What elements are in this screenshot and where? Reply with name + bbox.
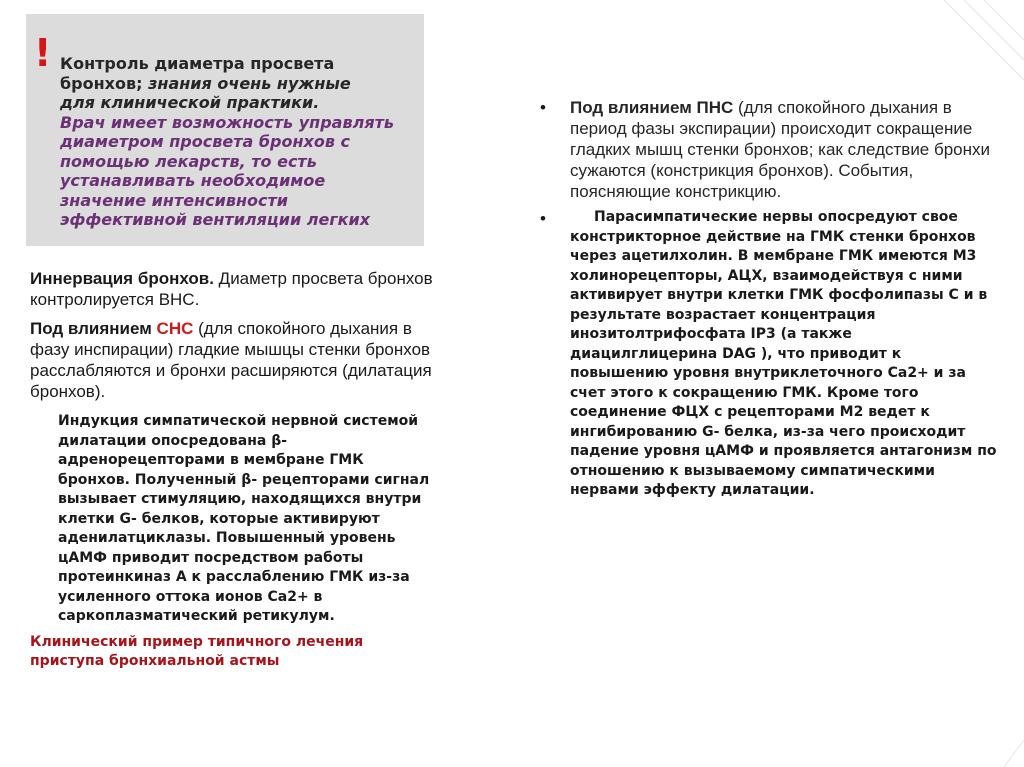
innervation-title: Иннервация бронхов. (30, 269, 214, 288)
bullet-marker: • (540, 209, 546, 228)
box-purple-line-3: помощью лекарств, то есть (60, 151, 317, 171)
box-purple-line-1: Врач имеет возможность управлять (60, 112, 394, 132)
box-heading-line-1: Контроль диаметра просвета (60, 54, 335, 73)
box-heading-knowledge: знания очень нужные (142, 73, 351, 93)
pns-text: (для спокойного дыхания в период фазы экспирации) происходит сокращение гладких мышц стенки бронхов; как следствие бронхи сужаются (констрикция бронхов). События, поясняющие констрикцию. (570, 98, 991, 201)
sympathetic-induction-paragraph: Индукция симпатической нервной системой дилатации опосредована β- адренорецепторами в мембране ГМК бронхов. Полученный β- рецепторами сигнал вызывает стимуляцию, находящихся внутри клетки G- белков, которые активируют аденилатциклазы. Повышенный уровень цАМФ приводит посредством работы протеинкиназ А к расслаблению ГМК из-за усиленного оттока ионов Са2+ в саркоплазматический ретикулум. (58, 413, 430, 624)
sns-label: СНС (156, 319, 194, 338)
innervation-paragraph (30, 268, 440, 310)
pns-lead: Под влиянием ПНС (570, 98, 734, 117)
box-purple-line-6: эффективной вентиляции легких (60, 210, 371, 229)
box-heading-line-3: для клинической практики. (60, 93, 320, 112)
innervation-text: Диаметр просвета бронхов контролируется ВНС. (30, 269, 433, 309)
box-purple-line-4: устанавливать необходимое (60, 171, 326, 190)
box-purple-line-2: диаметром просвета бронхов с (60, 132, 350, 151)
exclamation-mark: ! (34, 31, 52, 75)
box-purple-line-5: значение интенсивности (60, 190, 288, 210)
sns-paragraph (30, 318, 440, 402)
pns-paragraph (570, 97, 1000, 202)
pns-bullet-item (540, 97, 1000, 202)
parasympathetic-paragraph: Парасимпатические нервы опосредуют свое констрикторное действие на ГМК стенки бронхов через ацетилхолин. В мембране ГМК имеются М3 холинорецепторы, АЦХ, взаимодействуя с ними активирует внутри клетки ГМК фосфолипазы С и в результате возрастает концентрация инозитолтрифосфата IP3 (а также диацилглицерина DAG ), что приводит к повышению уровня внутриклеточного Са2+ и за счет этого к сокращению ГМК. Кроме того соединение ФЦХ с рецепторами М2 ведет к ингибированию G- белка, из-за чего происходит падение уровня цАМФ и проявляется антагонизм по отношению к вызываемому симпатическими нервами эффекту дилатации. (570, 209, 997, 498)
clinical-example: Клинический пример типичного лечения приступа бронхиальной астмы (30, 633, 364, 669)
box-heading-bronchi: бронхов; (60, 73, 143, 93)
sns-lead: Под влиянием (30, 319, 157, 338)
bullet-marker: • (540, 98, 546, 117)
sns-text: (для спокойного дыхания в фазу инспирации) гладкие мышцы стенки бронхов расслабляются и бронхи расширяются (дилатация бронхов). (30, 319, 432, 401)
parasympathetic-bullet-item (540, 208, 1000, 501)
box-heading-line-2 (60, 74, 440, 94)
right-column (540, 97, 1000, 501)
left-column (30, 268, 440, 672)
highlight-box (26, 14, 424, 246)
